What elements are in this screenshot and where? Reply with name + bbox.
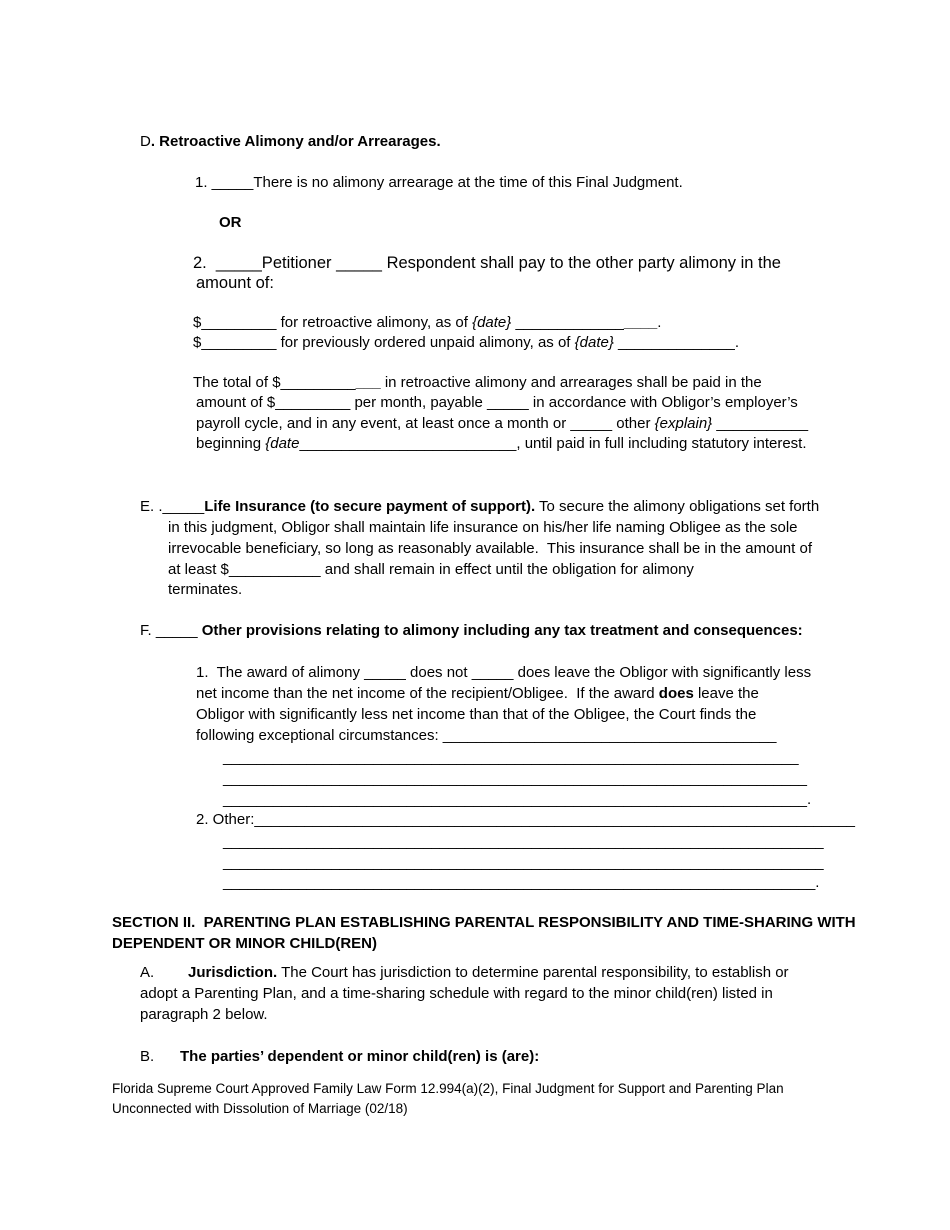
payroll-cycle-line [196,414,808,434]
total-text-rest: in retroactive alimony and arrearages shall be paid in the [380,374,762,391]
retroactive-date-label: {date} [472,314,512,331]
beginning-date-label: {date [265,435,300,452]
award-line2 [196,684,759,704]
section-f-heading [140,621,803,641]
jurisdiction-text: The Court has jurisdiction to determine parental responsibility, to establish or [277,964,789,981]
section-e-line1 [140,497,819,517]
unpaid-text: $_________ for previously ordered unpaid alimony, as of [193,334,575,351]
total-line [193,373,762,393]
retroactive-date-blank: _____________ [511,314,624,331]
section-d-letter: D [140,133,151,150]
other-blank-2: ________________________________________________________________________ [223,854,824,871]
circumstances-blank-2: ______________________________________________________________________ [223,770,807,787]
award-line3: Obligor with significantly less net income than that of the Obligee, the Court finds the [196,706,757,723]
section-ii-heading-line2: DEPENDENT OR MINOR CHILD(REN) [112,935,377,952]
section-ii-a-line1 [188,963,789,983]
unpaid-alimony-line [193,333,739,353]
retroactive-period: . [657,314,662,331]
section-ii-a-line2: adopt a Parenting Plan, and a time-sharing schedule with regard to the minor child(ren) listed in [140,985,773,1002]
section-d-item1: 1. _____There is no alimony arrearage at the time of this Final Judgment. [195,174,683,191]
beginning-rest: __________________________, until paid in full including statutory interest. [299,435,807,452]
award-line2-does: does [658,685,694,702]
footer-line1: Florida Supreme Court Approved Family Law Form 12.994(a)(2), Final Judgment for Support and Parenting Plan [112,1081,784,1096]
section-e-line2: in this judgment, Obligor shall maintain life insurance on his/her life naming Obligee as the sole [168,519,798,536]
total-blank-bold: ___ [355,374,381,391]
section-d-item2-line2: amount of: [196,274,274,292]
unpaid-date-label: {date} [574,334,614,351]
award-line4: following exceptional circumstances: ________________________________________ [196,727,777,744]
section-ii-b-letter: B. [140,1048,155,1065]
other-line: 2. Other:________________________________________________________________________ [196,811,856,828]
section-d-or: OR [219,214,242,231]
section-e-line4: at least $___________ and shall remain in effect until the obligation for alimony [168,561,694,578]
award-line2-text: net income than the net income of the recipient/Obligee. If the award [196,685,659,702]
retroactive-alimony-line [193,313,661,333]
section-ii-a-line3: paragraph 2 below. [140,1006,268,1023]
other-blank-3: _______________________________________________________________________. [223,874,820,891]
payroll-explain-blank: ___________ [712,415,809,432]
section-e-text: To secure the alimony obligations set forth [535,498,820,515]
section-ii-b-title: The parties’ dependent or minor child(ren) is (are): [180,1048,540,1065]
beginning-line [196,434,807,454]
retroactive-date-blank-bold: ____ [623,314,658,331]
section-e-blank: _____ [162,498,205,515]
section-d-heading [140,132,441,152]
payroll-text: payroll cycle, and in any event, at least once a month or _____ other [196,415,655,432]
section-f-title: Other provisions relating to alimony including any tax treatment and consequences: [201,622,803,639]
retroactive-text: $_________ for retroactive alimony, as of [193,314,473,331]
total-text: The total of $_________ [193,374,356,391]
section-d-item2-line1: 2. _____Petitioner _____ Respondent shall pay to the other party alimony in the [193,254,781,272]
amount-per-month-line: amount of $_________ per month, payable _____ in accordance with Obligor’s employer’s [196,394,798,411]
payroll-explain-label: {explain} [654,415,713,432]
circumstances-blank-3: ______________________________________________________________________. [223,791,812,808]
unpaid-date-blank: ______________. [613,334,739,351]
jurisdiction-title: Jurisdiction. [188,964,278,981]
section-d-title: . Retroactive Alimony and/or Arrearages. [150,133,441,150]
beginning-text: beginning [196,435,266,452]
section-ii-a-letter: A. [140,964,155,981]
footer-line2: Unconnected with Dissolution of Marriage (02/18) [112,1101,408,1116]
section-e-line5: terminates. [168,581,243,598]
circumstances-blank-1: _____________________________________________________________________ [223,749,799,766]
award-line2-rest: leave the [693,685,759,702]
other-blank-1: ________________________________________________________________________ [223,833,824,850]
section-ii-heading-line1: SECTION II. PARENTING PLAN ESTABLISHING PARENTAL RESPONSIBILITY AND TIME-SHARING WITH [112,914,856,931]
section-e-prefix: E. . [140,498,163,515]
award-line1: 1. The award of alimony _____ does not _____ does leave the Obligor with significantly less [196,664,812,681]
section-f-prefix: F. _____ [140,622,202,639]
section-e-line3: irrevocable beneficiary, so long as reasonably available. This insurance shall be in the amount of [168,540,812,557]
section-e-title: Life Insurance (to secure payment of support). [204,498,536,515]
